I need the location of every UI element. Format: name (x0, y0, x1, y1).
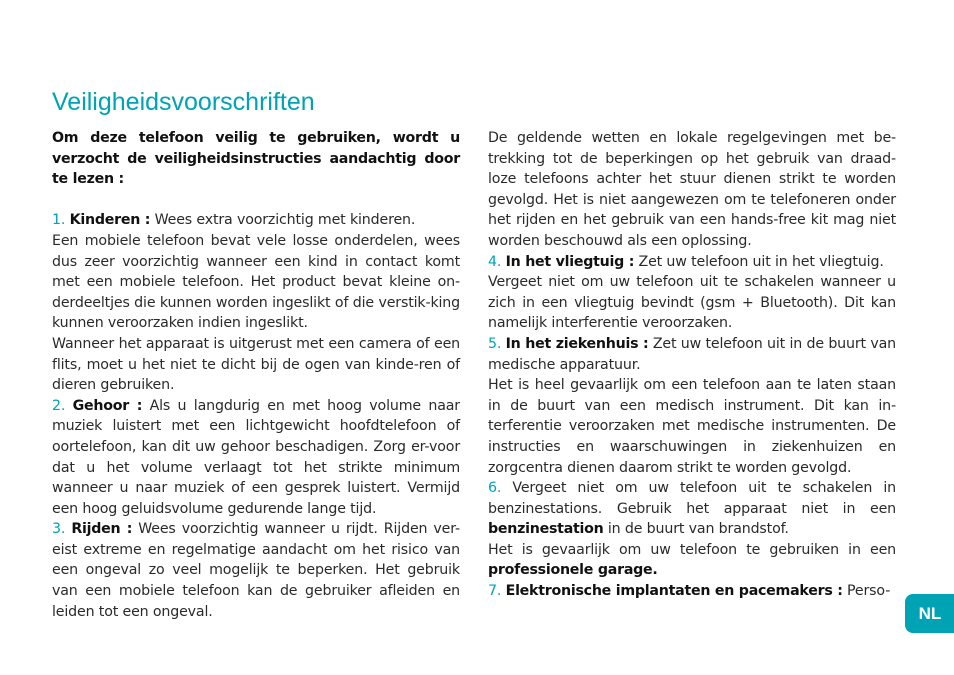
section-implants (488, 581, 896, 602)
section-heading-children: Kinderen : (69, 212, 151, 229)
section-heading-driving: Rijden : (71, 521, 133, 538)
section-hospital (488, 334, 896, 375)
spacer (52, 190, 460, 211)
section-lead: Zet uw telefoon uit in het vliegtuig. (634, 253, 884, 270)
section-heading-hospital: In het ziekenhuis : (505, 335, 649, 352)
section-heading-airplane: In het vliegtuig : (505, 253, 635, 270)
section-number: 6. (488, 480, 502, 497)
section-gas-text: Vergeet niet om uw telefoon uit te schakelen in benzinestations. Gebruik het apparaat niet in een (488, 480, 896, 517)
section-airplane (488, 252, 896, 273)
section-garage (488, 540, 896, 581)
section-driving-body: Wees voorzichtig wanneer u rijdt. Rijden ver-eist extreme en regelmatige aandacht om het risico van een ongeval zo veel mogelijk te beperken. Het gebruik van een mobiele telefoon kan de gebruiker afleiden en leiden tot een ongeval. (52, 521, 460, 620)
section-hearing-body: Als u langdurig en met hoog volume naar muziek luistert met een lichtgewicht hoofdtelefoon of oortelefoon, kan dit uw gehoor beschadigen. Zorg er-voor dat u het volume verlaagt tot het strikte minimum wanneer u naar muziek of een gesprek luistert. Vermijd een hoog geluidsvolume gedurende lange tijd. (52, 397, 460, 517)
intro-text: Om deze telefoon veilig te gebruiken, wordt u verzocht de veiligheidsinstructies aandachtig door te lezen : (52, 130, 460, 188)
section-heading-implants: Elektronische implantaten en pacemakers : (505, 583, 843, 600)
section-hearing (52, 396, 460, 520)
section-number: 5. (488, 335, 502, 352)
section-number: 2. (52, 397, 66, 414)
section-hospital-body: Het is heel gevaarlijk om een telefoon aan te laten staan in de buurt van een medisch instrument. Dit kan in-terferentie veroorzaken met medische instrumenten. De instructies en waarschuwingen in ziekenhuizen en zorgcentra dienen daarom strikt te worden gevolgd. (488, 377, 896, 476)
section-driving (52, 519, 460, 622)
section-airplane-body: Vergeet niet om uw telefoon uit te schakelen wanneer u zich in een vliegtuig bevindt (gsm + Bluetooth). Dit kan namelijk interferentie veroorzaken. (488, 274, 896, 332)
section-garage-text: Het is gevaarlijk om uw telefoon te gebruiken in een (488, 541, 896, 558)
section-gas-station (488, 478, 896, 540)
section-number: 3. (52, 521, 66, 538)
language-badge: NL (905, 594, 954, 633)
section-children-body: Een mobiele telefoon bevat vele losse onderdelen, wees dus zeer voorzichtig wanneer een kind in contact komt met een mobiele telefoon. Het product bevat kleine on-derdeeltjes die kunnen worden ingeslikt of die verstik-king kunnen veroorzaken indien ingeslikt. (52, 232, 460, 332)
section-lead: Zet uw telefoon uit in de buurt van medische apparatuur. (488, 335, 896, 373)
section-implants-body: Perso- (842, 583, 891, 600)
intro-paragraph (52, 128, 460, 190)
section-number: 4. (488, 253, 502, 270)
page-title: Veiligheidsvoorschriften (52, 88, 315, 116)
right-column (488, 128, 896, 602)
gas-station-term: benzinestation (488, 521, 604, 538)
section-gas-text: in de buurt van brandstof. (603, 521, 789, 538)
section-children-body-camera: Wanneer het apparaat is uitgerust met een camera of een flits, moet u het niet te dicht bij de ogen van kinde-ren of dieren gebruiken. (52, 335, 460, 394)
section-children (52, 210, 460, 231)
driving-continued: De geldende wetten en lokale regelgevingen met be-trekking tot de beperkingen op het gebruik van draad-loze telefoons achter het stuur dienen strikt te worden gevolgd. Het is niet aangewezen om te telefoneren onder het rijden en het gebruik van een hands-free kit mag niet worden beschouwd als een oplossing. (488, 130, 896, 249)
section-number: 1. (52, 212, 66, 229)
section-lead: Wees extra voorzichtig met kinderen. (150, 212, 416, 229)
section-number: 7. (488, 583, 502, 600)
garage-term: professionele garage. (488, 562, 658, 579)
section-heading-hearing: Gehoor : (72, 397, 143, 414)
left-column (52, 128, 460, 622)
